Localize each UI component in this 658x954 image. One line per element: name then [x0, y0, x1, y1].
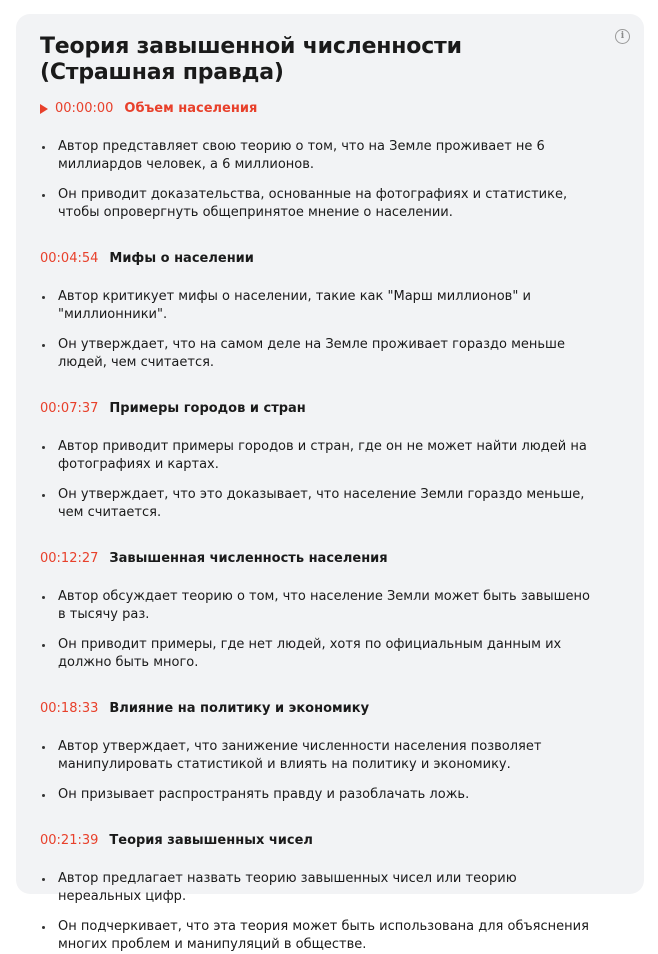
bullet-icon — [42, 494, 45, 497]
list-item-text: Он приводит доказательства, основанные на фотографиях и статистике, чтобы опровергнуть общепринятое мнение о населении. — [58, 187, 568, 220]
list-item-text: Автор представляет свою теорию о том, что на Земле проживает не 6 миллиардов человек, а 6 миллионов. — [58, 139, 545, 172]
info-icon[interactable]: i — [615, 29, 630, 44]
list-item-text: Он призывает распространять правду и разоблачать ложь. — [58, 787, 470, 802]
list-item — [40, 870, 598, 906]
section-title: Примеры городов и стран — [109, 401, 306, 416]
timecode-heading[interactable] — [40, 400, 620, 418]
timecode-section — [40, 100, 620, 222]
list-item-text: Автор предлагает назвать теорию завышенных чисел или теорию нереальных цифр. — [58, 871, 517, 904]
timecode-heading[interactable] — [40, 250, 620, 268]
section-title: Объем населения — [124, 101, 258, 116]
timecode-heading[interactable] — [40, 832, 620, 850]
timecode-link[interactable]: 00:07:37 — [40, 401, 99, 416]
bullet-icon — [42, 926, 45, 929]
bullet-icon — [42, 296, 45, 299]
list-item-text: Он подчеркивает, что эта теория может быть использована для объяснения многих проблем и манипуляций в обществе. — [58, 919, 589, 952]
bullet-list — [40, 438, 620, 522]
timecode-section — [40, 700, 620, 804]
list-item — [40, 918, 598, 954]
section-title: Завышенная численность населения — [109, 551, 388, 566]
bullet-icon — [42, 746, 45, 749]
bullet-list — [40, 738, 620, 804]
list-item — [40, 138, 598, 174]
list-item — [40, 636, 598, 672]
play-icon — [40, 104, 48, 114]
list-item — [40, 486, 598, 522]
summary-title: Теория завышенной численности (Страшная правда) — [40, 34, 462, 85]
list-item-text: Он утверждает, что на самом деле на Земле проживает гораздо меньше людей, чем считается. — [58, 337, 565, 370]
timecode-heading[interactable] — [40, 100, 620, 118]
bullet-list — [40, 288, 620, 372]
list-item-text: Автор обсуждает теорию о том, что население Земли может быть завышено в тысячу раз. — [58, 589, 590, 622]
section-title: Теория завышенных чисел — [109, 833, 313, 848]
timecode-heading[interactable] — [40, 550, 620, 568]
list-item — [40, 438, 598, 474]
list-item-text: Автор критикует мифы о населении, такие как "Марш миллионов" и "миллионники". — [58, 289, 531, 322]
timecode-section — [40, 250, 620, 372]
list-item — [40, 336, 598, 372]
timecode-section — [40, 550, 620, 672]
timecode-link[interactable]: 00:00:00 — [55, 101, 114, 116]
bullet-list — [40, 870, 620, 954]
bullet-icon — [42, 878, 45, 881]
bullet-icon — [42, 146, 45, 149]
timecode-section — [40, 400, 620, 522]
list-item-text: Он приводит примеры, где нет людей, хотя по официальным данным их должно быть много. — [58, 637, 562, 670]
timecode-link[interactable]: 00:21:39 — [40, 833, 99, 848]
timecode-heading[interactable] — [40, 700, 620, 718]
summary-card — [16, 14, 644, 952]
timecode-section — [40, 832, 620, 954]
bullet-icon — [42, 794, 45, 797]
bullet-icon — [42, 446, 45, 449]
bullet-icon — [42, 194, 45, 197]
list-item-text: Он утверждает, что это доказывает, что население Земли гораздо меньше, чем считается. — [58, 487, 585, 520]
bullet-icon — [42, 644, 45, 647]
timecode-link[interactable]: 00:04:54 — [40, 251, 99, 266]
section-title: Влияние на политику и экономику — [109, 701, 370, 716]
timecode-list — [40, 100, 620, 954]
list-item — [40, 786, 598, 804]
timecode-link[interactable]: 00:18:33 — [40, 701, 99, 716]
list-item — [40, 186, 598, 222]
bullet-list — [40, 138, 620, 222]
bullet-icon — [42, 596, 45, 599]
bullet-list — [40, 588, 620, 672]
list-item — [40, 738, 598, 774]
bullet-icon — [42, 344, 45, 347]
section-title: Мифы о населении — [109, 251, 254, 266]
list-item — [40, 588, 598, 624]
list-item-text: Автор утверждает, что занижение численности населения позволяет манипулировать статистикой и влиять на политику и экономику. — [58, 739, 542, 772]
list-item — [40, 288, 598, 324]
timecode-link[interactable]: 00:12:27 — [40, 551, 99, 566]
list-item-text: Автор приводит примеры городов и стран, где он не может найти людей на фотографиях и картах. — [58, 439, 587, 472]
